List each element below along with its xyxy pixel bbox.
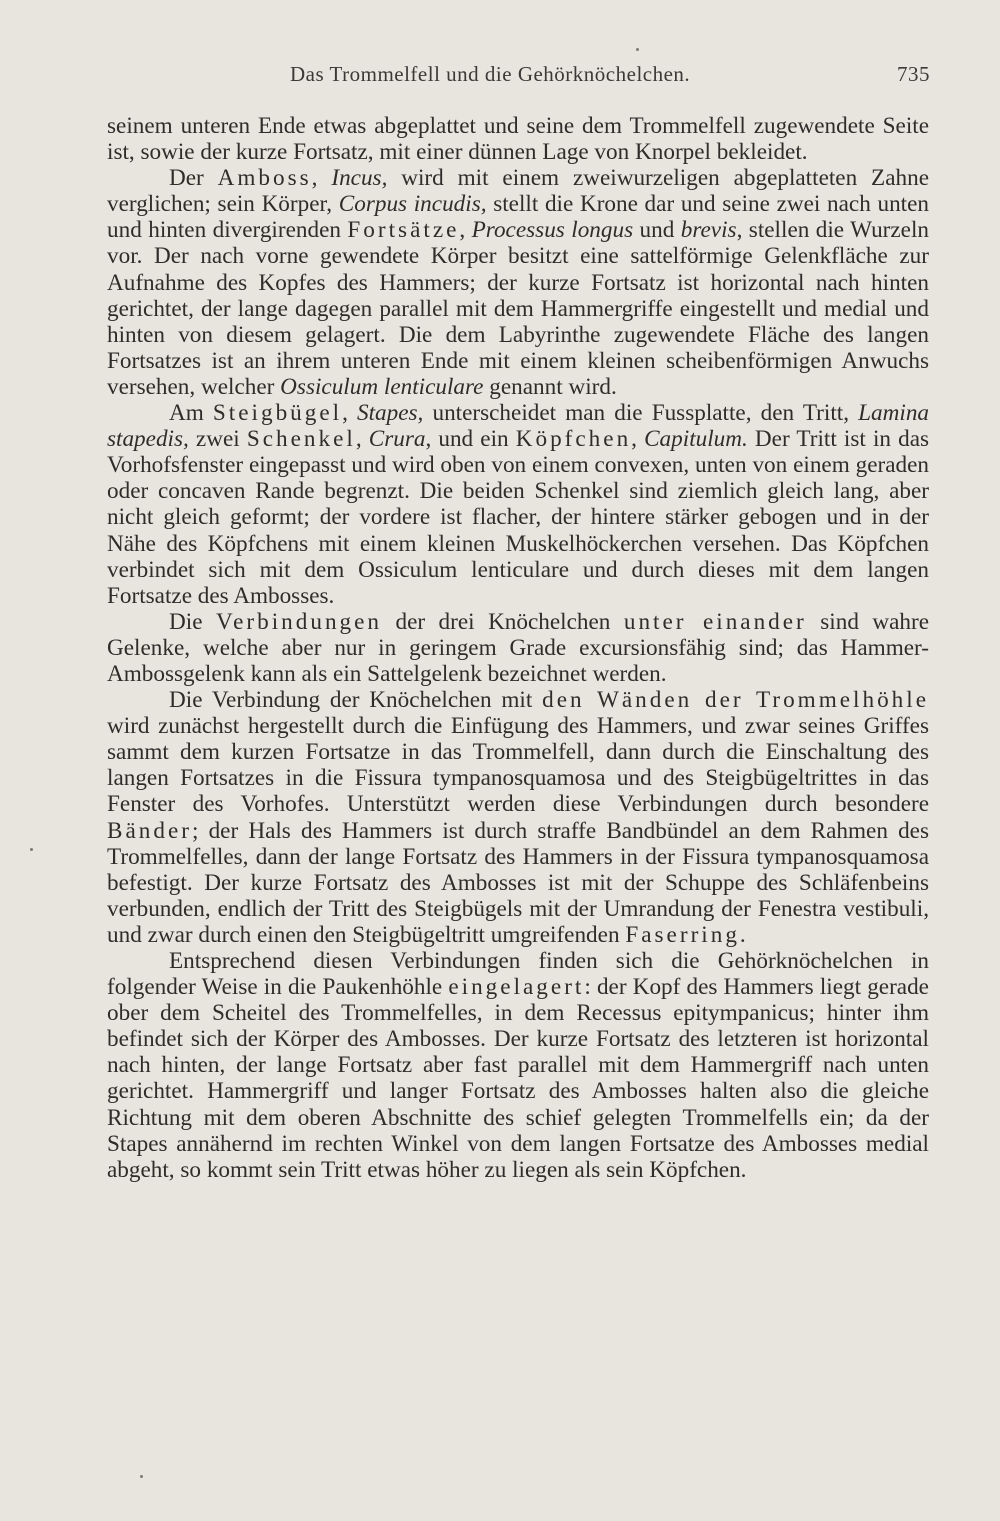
- paragraph-lage: [107, 948, 929, 1183]
- spaced-term-baender: Bänder: [107, 817, 192, 844]
- italic-term-incus: Incus,: [331, 165, 388, 192]
- text-run: und: [633, 217, 681, 244]
- italic-term-ossiculum-lenticulare: Ossiculum lenticulare: [280, 373, 484, 400]
- italic-term-stapes: Stapes,: [357, 400, 424, 427]
- text-run: , stellen die Wurzeln vor. Der nach vorne gewendete Körper besitzt eine sattelförmige Gelenkfläche zur Aufnahme des Kopfes des Hammers; der kurze Fortsatz ist horizontal nach hinten gerichtet, der lange dagegen parallel mit dem Hammergriffe eingestellt und medial und hinten von diesem gelagert. Die dem Labyrinthe zugewendete Fläche des langen Fortsatzes ist an ihrem unteren Ende mit einem kleinen scheibenförmigen Anwuchs versehen, welcher: [107, 217, 929, 400]
- paper-speck: [140, 1475, 143, 1478]
- text-run: ,: [342, 400, 358, 427]
- text-run: ,: [459, 217, 472, 244]
- text-run: Am: [169, 400, 213, 427]
- spaced-term-fortsaetze: Fortsätze: [347, 217, 460, 244]
- text-run: ; der Hals des Hammers ist durch straffe Bandbündel an dem Rahmen des Trommelfelles, dann der lange Fortsatz des Hammers in der Fissura tympanosquamosa befestigt. Der kurze Fortsatz des Ambosses ist mit der Schuppe des Schläfenbeins verbunden, endlich der Tritt des Steigbügels mit der Umrandung der Fenestra vestibuli, und zwar durch einen den Steigbügeltritt umgreifenden: [107, 817, 929, 948]
- paragraph-1: [107, 113, 929, 165]
- paragraph-steigbuegel: [107, 400, 929, 609]
- spaced-term-faserring: Faserring: [625, 921, 740, 948]
- text-run: zwei: [188, 426, 247, 453]
- text-run: ,: [355, 426, 369, 453]
- text-run: Der: [169, 165, 218, 192]
- text-run: , und ein: [425, 426, 516, 453]
- paragraph-verbindungen: [107, 609, 929, 687]
- text-run: Der Tritt ist in das Vorhofsfenster eingepasst und wird oben von einem convexen, unten von einem geraden oder concaven Rande begrenzt. Die beiden Schenkel sind ziemlich gleich lang, aber nicht gleich geformt; der vordere ist flacher, der hintere stärker gebogen und in der Nähe des Köpfchens mit einem kleinen Muskelhöckerchen versehen. Das Köpfchen verbindet sich mit dem Ossiculum lenticulare und durch dieses mit dem langen Fortsatze des Ambosses.: [107, 426, 930, 609]
- spaced-term-koepfchen: Köpfchen: [515, 426, 632, 453]
- paragraph-waende: [107, 687, 929, 948]
- spaced-term-amboss: Amboss: [217, 165, 312, 192]
- running-title: Das Trommelfell und die Gehörknöchelchen.: [290, 62, 691, 86]
- text-run: wird mit einem zweiwurzeligen abgeplatteten Zahne verglichen; sein Körper,: [107, 165, 929, 218]
- text-run: Die Verbindung der Knöchelchen mit: [169, 687, 543, 714]
- text-run: Die: [169, 608, 216, 635]
- text-run: der drei Knöchelchen: [382, 608, 624, 635]
- text-run: .: [739, 921, 746, 948]
- text-run: wird zunächst hergestellt durch die Einfügung des Hammers, und zwar seines Griffes sammt dem kurzen Fortsatze in das Trommelfell, dann durch die Einschaltung des langen Fortsatzes in die Fissura tympanosquamosa und des Steigbügeltrittes in das Fenster des Vorhofes. Unterstützt werden diese Verbindungen durch besondere: [107, 713, 929, 818]
- spaced-term-verbindungen: Verbindungen: [215, 608, 383, 635]
- spaced-term-unter-einander: unter einander: [623, 608, 807, 635]
- spaced-term-schenkel: Schenkel: [246, 426, 356, 453]
- italic-term-processus-longus: Processus longus: [471, 217, 634, 244]
- paper-speck: [636, 48, 639, 51]
- text-run: Entsprechend diesen Verbindungen finden sich die Gehörknöchelchen in folgender Weise in die Paukenhöhle: [107, 948, 929, 1001]
- text-run: ,: [631, 426, 645, 453]
- italic-term-crura: Crura: [368, 426, 426, 453]
- text-run: unterscheidet man die Fussplatte, den Tritt,: [423, 400, 859, 427]
- paragraph-amboss: [107, 165, 929, 400]
- italic-term-corpus-incudis: Corpus incudis,: [338, 191, 487, 218]
- page-number: 735: [897, 62, 930, 86]
- italic-term-capitulum: Capitulum.: [644, 426, 748, 453]
- text-run: : der Kopf des Hammers liegt gerade ober dem Scheitel des Trommelfelles, in dem Recessus epitympanicus; hinter ihm befindet sich der Körper des Ambosses. Der kurze Fortsatz des letzteren ist horizontal nach hinten, der lange Fortsatz aber fast parallel mit dem Hammergriff nach unten gerichtet. Hammergriff und langer Fortsatz des Ambosses halten also die gleiche Richtung mit dem oberen Abschnitte des schief gelegten Trommelfells ein; da der Stapes annähernd im rechten Winkel von dem langen Fortsatze des Ambosses medial abgeht, so kommt sein Tritt etwas höher zu liegen als sein Köpfchen.: [107, 974, 929, 1183]
- body-text: [107, 113, 929, 1183]
- spaced-term-steigbuegel: Steigbügel: [212, 400, 343, 427]
- italic-term-lamina-stapedis: Lamina stapedis,: [107, 400, 930, 453]
- italic-term-brevis: brevis: [680, 217, 737, 244]
- spaced-term-waende-trommelhoehle: den Wänden der Trommelhöhle: [542, 687, 929, 714]
- spaced-term-eingelagert: eingelagert: [448, 974, 585, 1001]
- text-run: genannt wird.: [483, 373, 617, 400]
- running-header: [290, 62, 930, 92]
- paragraph-1-text: seinem unteren Ende etwas abgeplattet und seine dem Trommelfell zugewendete Seite ist, sowie der kurze Fortsatz, mit einer dünnen Lage von Knorpel bekleidet.: [107, 113, 929, 166]
- text-run: sind wahre Gelenke, welche aber nur in geringem Grade excursionsfähig sind; das Hammer-Ambossgelenk kann als ein Sattelgelenk bezeichnet werden.: [107, 608, 930, 687]
- text-run: ,: [311, 165, 332, 192]
- paper-speck: [30, 848, 33, 851]
- text-run: stellt die Krone dar und seine zwei nach unten und hinten divergirenden: [107, 191, 929, 244]
